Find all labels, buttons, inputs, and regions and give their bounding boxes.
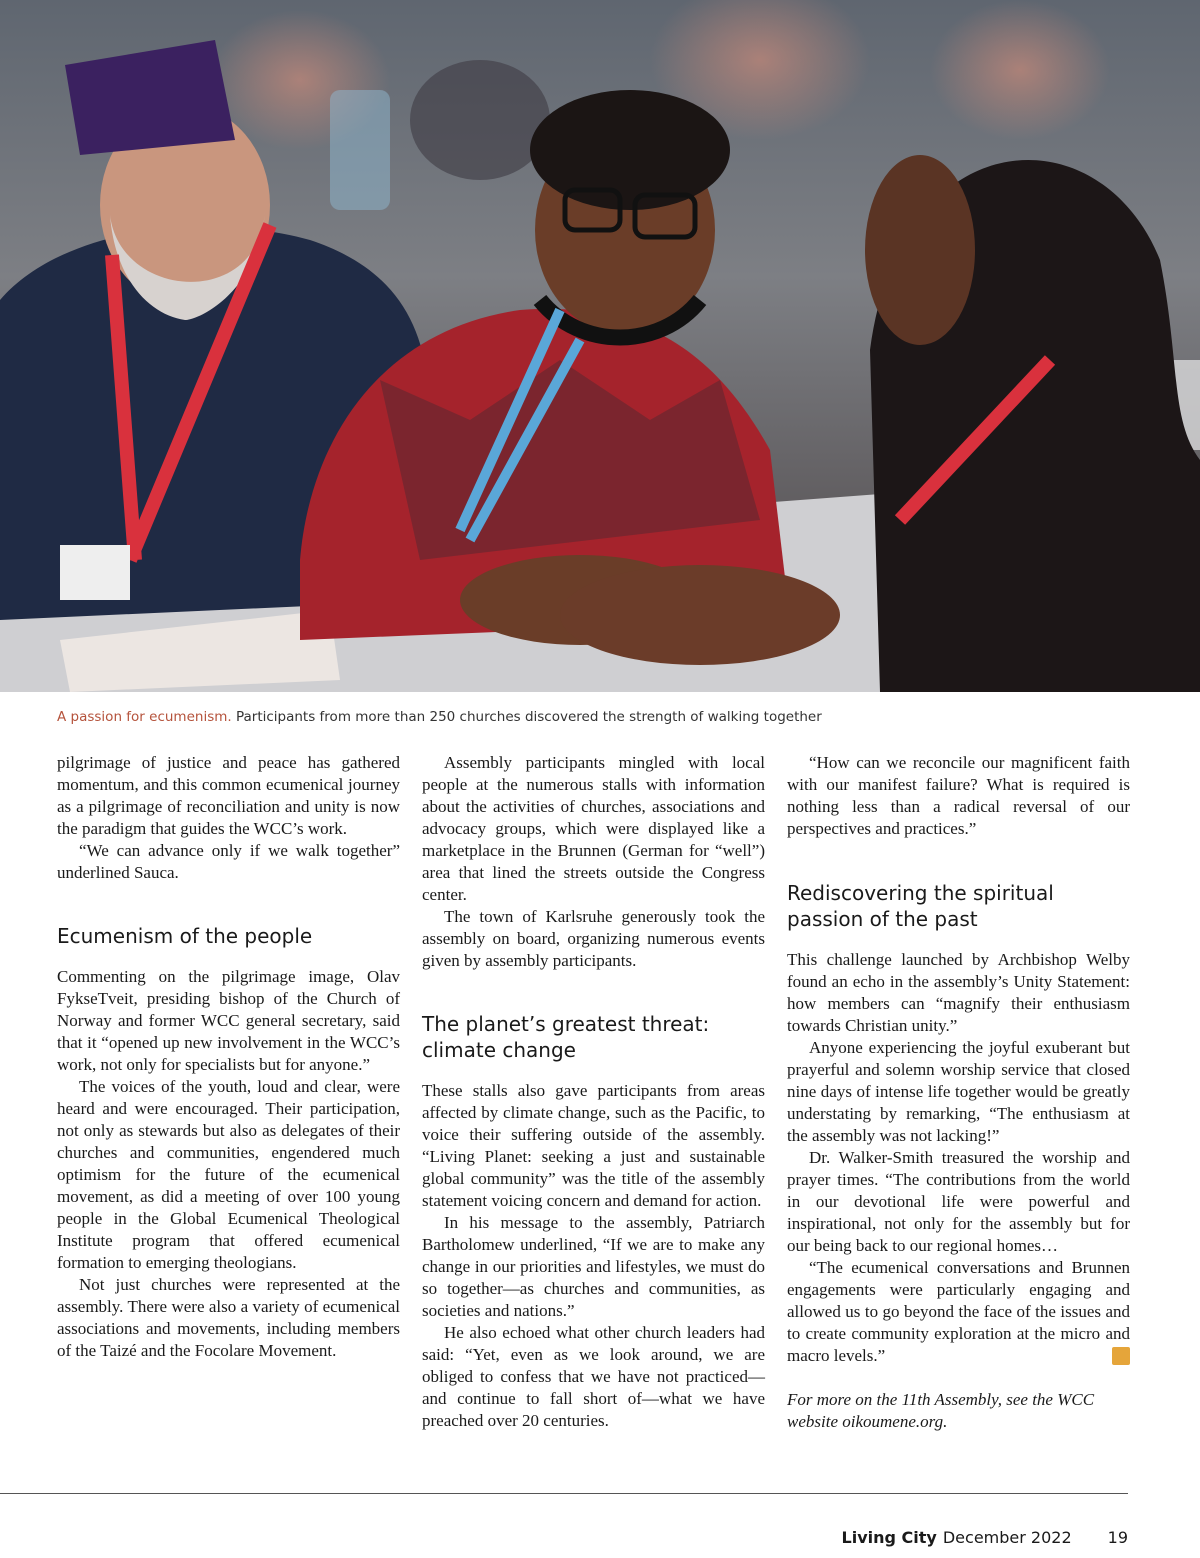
col1-paragraph-5: Not just churches were represented at the assembly. There were also a variety of ecumenical associations and movements, including members of the Taizé and the Focolare Movement. [57, 1275, 400, 1360]
col2-paragraph-4: In his message to the assembly, Patriarch Bartholomew underlined, “If we are to make any change in our priorities and lifestyles, we must do so together—as churches and communities, as societies and nations.” [422, 1213, 765, 1320]
col2-paragraph-1: Assembly participants mingled with local people at the numerous stalls with information about the activities of churches, associations and advocacy groups, which were displayed like a marketplace in the Brunnen (German for “well”) area that lined the streets outside the Congress center. [422, 753, 765, 904]
page-number: 19 [1107, 1528, 1128, 1547]
column-3 [787, 752, 1148, 1433]
col3-paragraph-5-text: “The ecumenical conversations and Brunnen engagements were particularly engaging and allowed us to go beyond the face of the issues and to create community exploration at the micro and macro levels.” [787, 1258, 1130, 1365]
caption-lead: A passion for ecumenism. [57, 709, 232, 725]
col2-paragraph-3: These stalls also gave participants from areas affected by climate change, such as the Pacific, to voice their suffering outside of the assembly. “Living Planet: seeking a just and sustainable global community” was the title of the assembly statement voicing concern and demand for action. [422, 1081, 765, 1210]
heading-climate-change: The planet’s greatest threat: climate change [422, 1012, 710, 1062]
assembly-photo [0, 0, 1200, 692]
heading-spiritual-passion: Rediscovering the spiritual passion of the past [787, 881, 1054, 931]
magazine-name: Living City [841, 1528, 937, 1547]
living-city-logo-icon: LC [1112, 1347, 1130, 1365]
col1-paragraph-4: The voices of the youth, loud and clear, were heard and were encouraged. Their participation, not only as stewards but also as delegates of their churches and communities, engendered much optimism for the future of the ecumenical movement, as did a meeting of over 100 young people in the Global Ecumenical Theological Institute program that offered ecumenical formation to emerging theologians. [57, 1077, 400, 1272]
col3-website-note: For more on the 11th Assembly, see the WCC website oikoumene.org. [787, 1390, 1095, 1431]
photo-caption [57, 709, 1157, 725]
col1-paragraph-1: pilgrimage of justice and peace has gathered momentum, and this common ecumenical journey as a pilgrimage of reconciliation and unity is now the paradigm that guides the WCC’s work. [57, 753, 400, 838]
assembly-participants-photo-icon [0, 0, 1200, 692]
heading-ecumenism-of-the-people: Ecumenism of the people [57, 924, 313, 948]
column-1 [57, 752, 400, 1362]
column-2 [422, 752, 765, 1432]
col3-paragraph-2: This challenge launched by Archbishop Welby found an echo in the assembly’s Unity Statement: how members can “magnify their enthusiasm towards Christian unity.” [787, 950, 1130, 1035]
caption-text: Participants from more than 250 churches discovered the strength of walking together [231, 709, 822, 725]
col2-paragraph-2: The town of Karlsruhe generously took the assembly on board, organizing numerous events given by assembly participants. [422, 907, 765, 970]
col3-paragraph-4: Dr. Walker-Smith treasured the worship and prayer times. “The contributions from the world in our devotional life were powerful and inspirational, not only for the assembly but for our being back to our regional homes… [787, 1148, 1130, 1255]
col1-paragraph-2: “We can advance only if we walk together” underlined Sauca. [57, 841, 400, 882]
col3-paragraph-1: “How can we reconcile our magnificent faith with our manifest failure? What is required is nothing less than a radical reversal of our perspectives and practices.” [787, 753, 1130, 838]
issue-date: December 2022 [942, 1528, 1072, 1547]
col3-paragraph-5 [787, 1257, 1148, 1367]
footer-divider [0, 1493, 1128, 1494]
col3-paragraph-3: Anyone experiencing the joyful exuberant but prayerful and solemn worship service that closed nine days of intense life together would be greatly understating by remarking, “The enthusiasm at the assembly was not lacking!” [787, 1038, 1130, 1145]
col1-paragraph-3: Commenting on the pilgrimage image, Olav FykseTveit, presiding bishop of the Church of Norway and former WCC general secretary, said that it “opened up new involvement in the WCC’s work, not only for specialists but for anyone.” [57, 967, 400, 1074]
page-footer [842, 1528, 1128, 1547]
col2-paragraph-5: He also echoed what other church leaders had said: “Yet, even as we look around, we are obliged to confess that we have not practiced—and continue to fall short of—what we have preached over 20 centuries. [422, 1323, 765, 1430]
